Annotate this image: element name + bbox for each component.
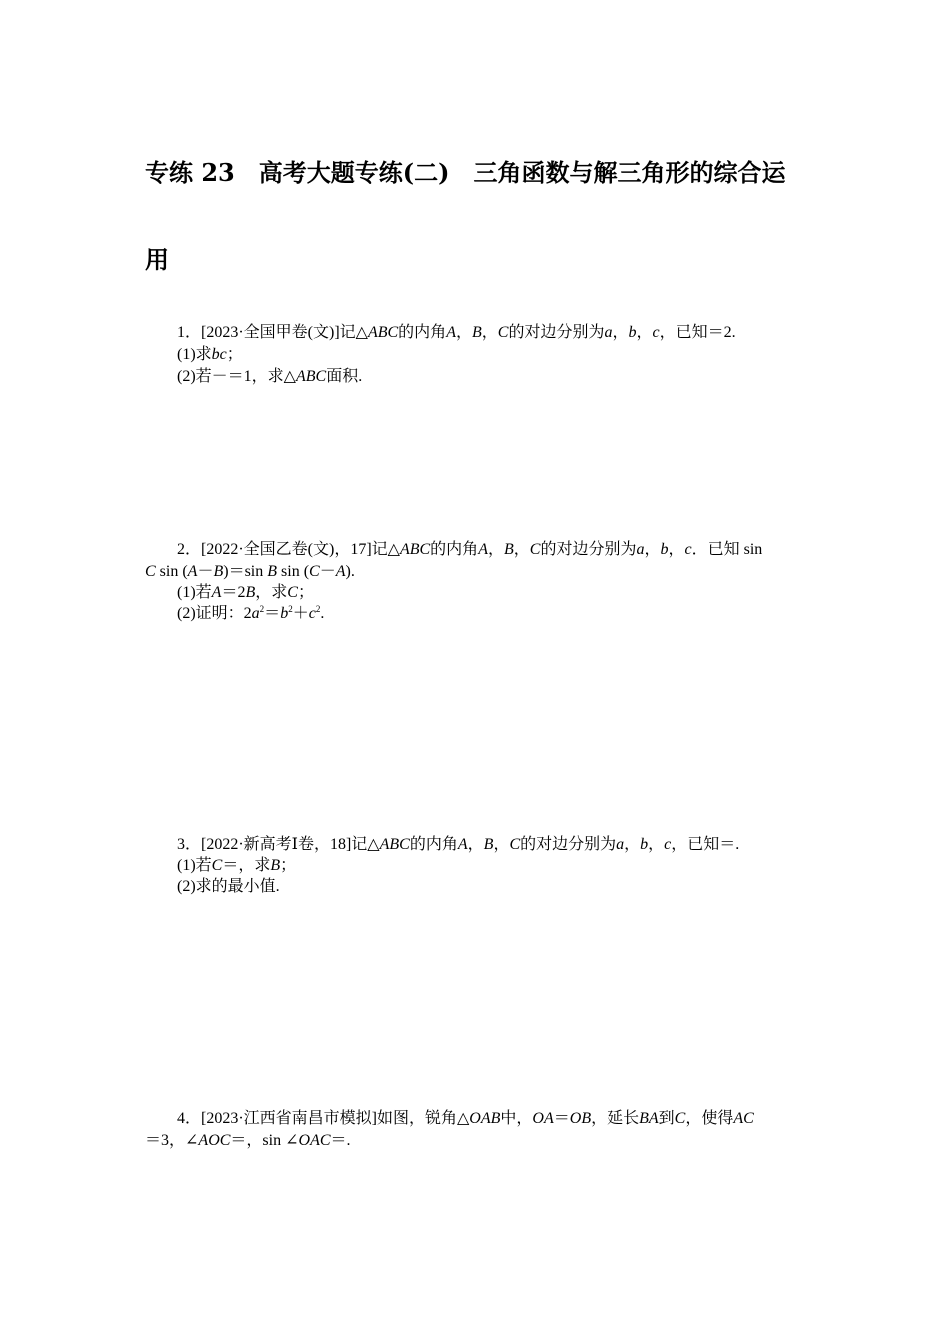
- problem-3-part-2: (2)求的最小值.: [177, 878, 280, 895]
- problem-2-part-1: (1)若A＝2B，求C；: [177, 584, 314, 601]
- document-title-line-1: 专练 23 高考大题专练(二) 三角函数与解三角形的综合运: [145, 158, 786, 187]
- problem-2-equation: C sin (A－B)＝sin B sin (C－A).: [145, 563, 355, 580]
- problem-2-statement: 2．[2022·全国乙卷(文)，17]记△ABC的内角A，B，C的对边分别为a，b，c．已知 sin: [177, 541, 763, 558]
- problem-3-part-1: (1)若C＝，求B；: [177, 857, 297, 874]
- problem-4-statement: 4．[2023·江西省南昌市模拟]如图，锐角△OAB中，OA＝OB，延长BA到C，使得AC: [177, 1110, 754, 1127]
- problem-1-part-2: (2)若－＝1，求△ABC面积.: [177, 368, 363, 385]
- problem-4-continuation: ＝3，∠AOC＝，sin ∠OAC＝.: [145, 1132, 351, 1149]
- problem-1-part-1: (1)求bc；: [177, 346, 243, 363]
- problem-3-statement: 3．[2022·新高考Ⅰ卷，18]记△ABC的内角A，B，C的对边分别为a，b，c，已知＝.: [177, 836, 740, 853]
- problem-2-part-2: (2)证明：$2a^2=b^2+c^2$.: [177, 604, 325, 622]
- document-title-line-2: 用: [145, 245, 169, 274]
- problem-1-statement: 1．[2023·全国甲卷(文)]记△ABC的内角A，B，C的对边分别为a，b，c，已知＝2.: [177, 324, 736, 341]
